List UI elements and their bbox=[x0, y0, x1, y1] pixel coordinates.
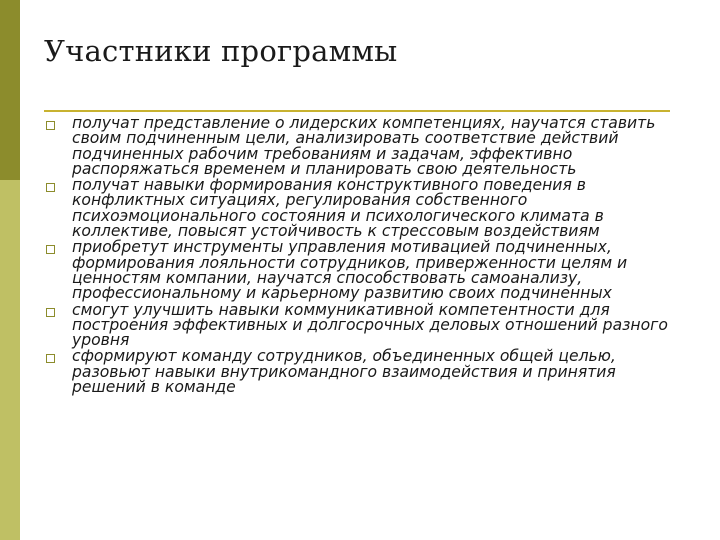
square-bullet-icon bbox=[46, 245, 55, 254]
list-item bbox=[44, 349, 684, 395]
square-bullet-icon bbox=[46, 308, 55, 317]
bullet-text: приобретут инструменты управления мотивацией подчиненных, формирования лояльности сотрудников, приверженности целям и ценностям компании, научатся способствовать самоанализу, профессиональному и карьерному развитию своих подчиненных bbox=[72, 238, 628, 303]
list-item bbox=[44, 300, 684, 350]
title-divider bbox=[44, 110, 670, 112]
square-bullet-icon bbox=[46, 121, 55, 130]
slide-title: Участники программы bbox=[44, 34, 398, 68]
list-item bbox=[44, 240, 684, 301]
bullet-text: получат навыки формирования конструктивного поведения в конфликтных ситуациях, регулирования собственного психоэмоционального состояния и психологического климата в коллективе, повысят устойчивость к стрессовым воздействиям bbox=[72, 176, 604, 241]
left-accent-bar-light-segment bbox=[0, 180, 20, 540]
square-bullet-icon bbox=[46, 354, 55, 363]
left-accent-bar bbox=[0, 0, 20, 540]
square-bullet-icon bbox=[46, 183, 55, 192]
list-item bbox=[44, 116, 684, 177]
list-item bbox=[44, 178, 684, 239]
bullet-text: сформируют команду сотрудников, объединенных общей целью, разовьют навыки внутрикомандного взаимодействия и принятия решений в команде bbox=[72, 347, 616, 397]
bullet-list bbox=[44, 116, 684, 396]
bullet-text: смогут улучшить навыки коммуникативной компетентности для построения эффективных и долгосрочных деловых отношений разного уровня bbox=[72, 300, 668, 350]
bullet-text: получат представление о лидерских компетенциях, научатся ставить своим подчиненным цели, анализировать соответствие действий подчиненных рабочим требованиям и задачам, эффективно распоряжаться временем и планировать свою деятельность bbox=[72, 114, 656, 178]
